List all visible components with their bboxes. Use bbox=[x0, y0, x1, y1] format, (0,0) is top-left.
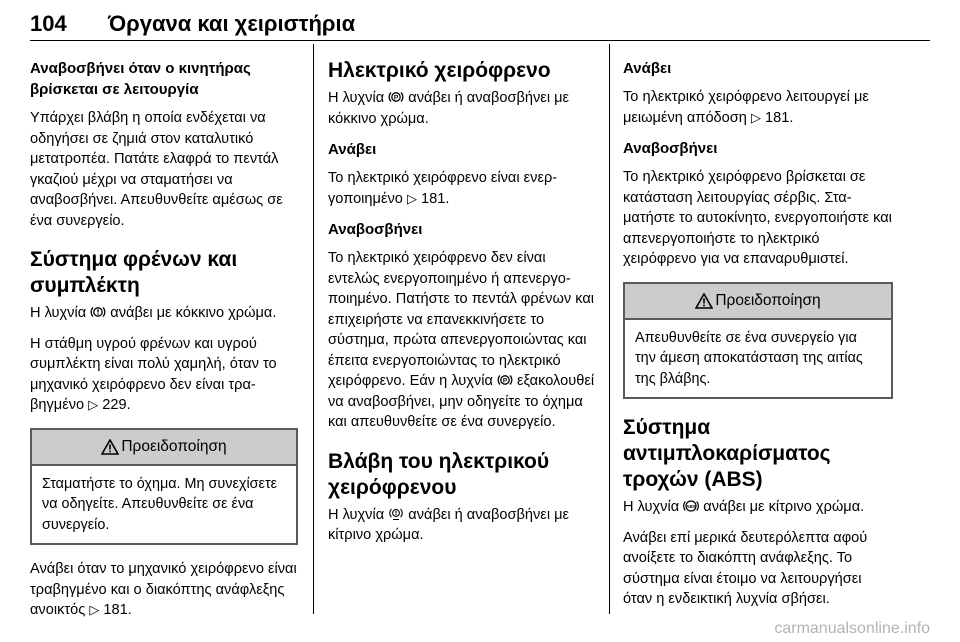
subheading: Αναβοσβήνει bbox=[623, 140, 718, 157]
subheading: Ανάβει bbox=[623, 60, 672, 77]
column-divider bbox=[609, 44, 610, 614]
text: 181. bbox=[760, 109, 794, 126]
subheading: Αναβοσβήνει bbox=[328, 221, 423, 238]
paragraph bbox=[30, 559, 298, 621]
warning-box bbox=[30, 428, 298, 546]
text: εξακολουθεί να αναβοσβήνει, μην οδηγείτε το όχημα και απευθυνθείτε σε ένα συνεργείο. bbox=[328, 373, 595, 430]
text: 229. bbox=[98, 397, 131, 413]
page-title: Όργανα και χειριστήρια bbox=[108, 11, 356, 36]
page-header bbox=[30, 8, 930, 44]
section-heading: Σύστημα αντιμπλοκαρίσματος τροχών (ABS) bbox=[623, 416, 831, 491]
watermark: carmanualsonline.info bbox=[774, 620, 930, 637]
text: Η λυχνία bbox=[623, 499, 684, 515]
warning-text: Σταματήστε το όχημα. Μη συνεχίσετε να οδηγείτε. Απευθυνθείτε σε ένα συνεργείο. bbox=[42, 475, 278, 533]
warning-triangle-icon bbox=[101, 439, 119, 455]
text: Η στάθμη υγρού φρένων και υγρού συμπλέκτη είναι πολύ χαμηλή, όταν το μηχανικό χειρόφρενο δεν είναι τραβηγμένο bbox=[30, 335, 277, 413]
brake-fault-icon bbox=[388, 507, 404, 521]
text: Το ηλεκτρικό χειρόφρενο δεν είναι εντελώς ενεργοποιημένο ή απενεργοποιημένο. Πατήστε το πεντάλ φρένων και επιχειρήστε να επανεκκινήσετε το σύστημα, πρώτα απενεργοποιώντας και έπειτα ενεργοποιώντας το ηλεκτρικό χειρόφρενο. Εάν η λυχνία bbox=[328, 250, 595, 389]
section-heading: Βλάβη του ηλεκτρικού χειρόφρενου bbox=[328, 449, 550, 499]
text: Η λυχνία bbox=[328, 506, 389, 523]
column-divider bbox=[313, 44, 314, 614]
warning-header bbox=[625, 284, 891, 320]
paragraph bbox=[328, 505, 596, 546]
abs-icon bbox=[683, 499, 699, 513]
text: ανάβει με κίτρινο χρώμα. bbox=[699, 499, 865, 515]
text: Η λυχνία bbox=[30, 305, 91, 321]
text: 181. bbox=[416, 190, 450, 207]
header-rule bbox=[30, 40, 930, 41]
svg-text:P: P bbox=[502, 377, 508, 385]
warning-box bbox=[623, 282, 893, 400]
paragraph bbox=[30, 334, 298, 416]
text: Ανάβει όταν το μηχανικό χειρόφρενο είναι τραβηγμένο και ο διακόπτης ανάφλεξης ανοικτός bbox=[30, 561, 297, 618]
text: Το ηλεκτρικό χειρόφρενο λειτουργεί με μειωμένη απόδοση bbox=[623, 89, 869, 126]
paragraph: Το ηλεκτρικό χειρόφρενο βρίσκεται σε κατάσταση λειτουργίας σέρβις. Σταματήστε το αυτοκίνητο, ενεργοποιήστε και απενεργοποιήστε το ηλεκτρικό χειρόφρενο για να επαναρυθμιστεί. bbox=[623, 169, 892, 267]
paragraph bbox=[623, 87, 893, 128]
warning-title: Προειδοποίηση bbox=[715, 291, 821, 309]
reference-arrow-icon: ▷ bbox=[750, 109, 761, 125]
svg-text:ABS: ABS bbox=[686, 503, 697, 509]
subheading: Ανάβει bbox=[328, 141, 377, 158]
reference-arrow-icon: ▷ bbox=[406, 190, 417, 206]
warning-triangle-icon bbox=[695, 293, 713, 309]
paragraph bbox=[623, 497, 893, 518]
reference-arrow-icon: ▷ bbox=[88, 397, 99, 412]
text: 181. bbox=[99, 602, 132, 618]
paragraph bbox=[328, 88, 596, 129]
column-3 bbox=[623, 58, 893, 620]
paragraph bbox=[328, 168, 596, 209]
warning-title: Προειδοποίηση bbox=[121, 437, 227, 455]
column-1 bbox=[30, 58, 298, 631]
warning-header bbox=[32, 430, 296, 466]
svg-text:P: P bbox=[394, 94, 399, 102]
paragraph: Ανάβει επί μερικά δευτερόλεπτα αφού ανοίξετε το διακόπτη ανάφλεξης. Το σύστημα είναι έτοιμο να λειτουργήσει όταν η ενδεικτική λυχνία σβήσει. bbox=[623, 529, 868, 607]
text: ανάβει με κόκκινο χρώμα. bbox=[106, 305, 277, 321]
text: ανάβει ή αναβοσβήνει με κόκκινο χρώμα. bbox=[328, 90, 570, 127]
text: Το ηλεκτρικό χειρόφρενο είναι ενεργοποιημένο bbox=[328, 170, 558, 207]
parking-brake-icon bbox=[497, 373, 513, 387]
page-number: 104 bbox=[30, 11, 67, 36]
text: Η λυχνία bbox=[328, 90, 389, 106]
text: ανάβει ή αναβοσβήνει με κίτρινο χρώμα. bbox=[328, 506, 570, 543]
warning-text: Απευθυνθείτε σε ένα συνεργείο για την άμεση αποκατάσταση της αιτίας της βλάβης. bbox=[635, 329, 863, 387]
column-2 bbox=[328, 58, 596, 556]
section-heading: Ηλεκτρικό χειρόφρενο bbox=[328, 59, 551, 82]
subheading: Αναβοσβήνει όταν ο κινητήρας βρίσκεται σε λειτουργία bbox=[30, 60, 251, 98]
parking-brake-icon bbox=[388, 90, 404, 104]
section-heading: Σύστημα φρένων και συμπλέκτη bbox=[30, 248, 238, 297]
paragraph: Υπάρχει βλάβη η οποία ενδέχεται να οδηγήσει σε ζημιά στον καταλυτικό μετατροπέα. Πατάτε ελαφρά το πεντάλ γκαζιού μέχρι να σταματήσει να αναβοσβήνει. Απευθυνθείτε αμέσως σε ένα συνεργείο. bbox=[30, 110, 283, 229]
paragraph bbox=[328, 248, 596, 433]
brake-warning-icon bbox=[90, 305, 106, 319]
paragraph bbox=[30, 303, 298, 324]
reference-arrow-icon: ▷ bbox=[89, 602, 100, 617]
